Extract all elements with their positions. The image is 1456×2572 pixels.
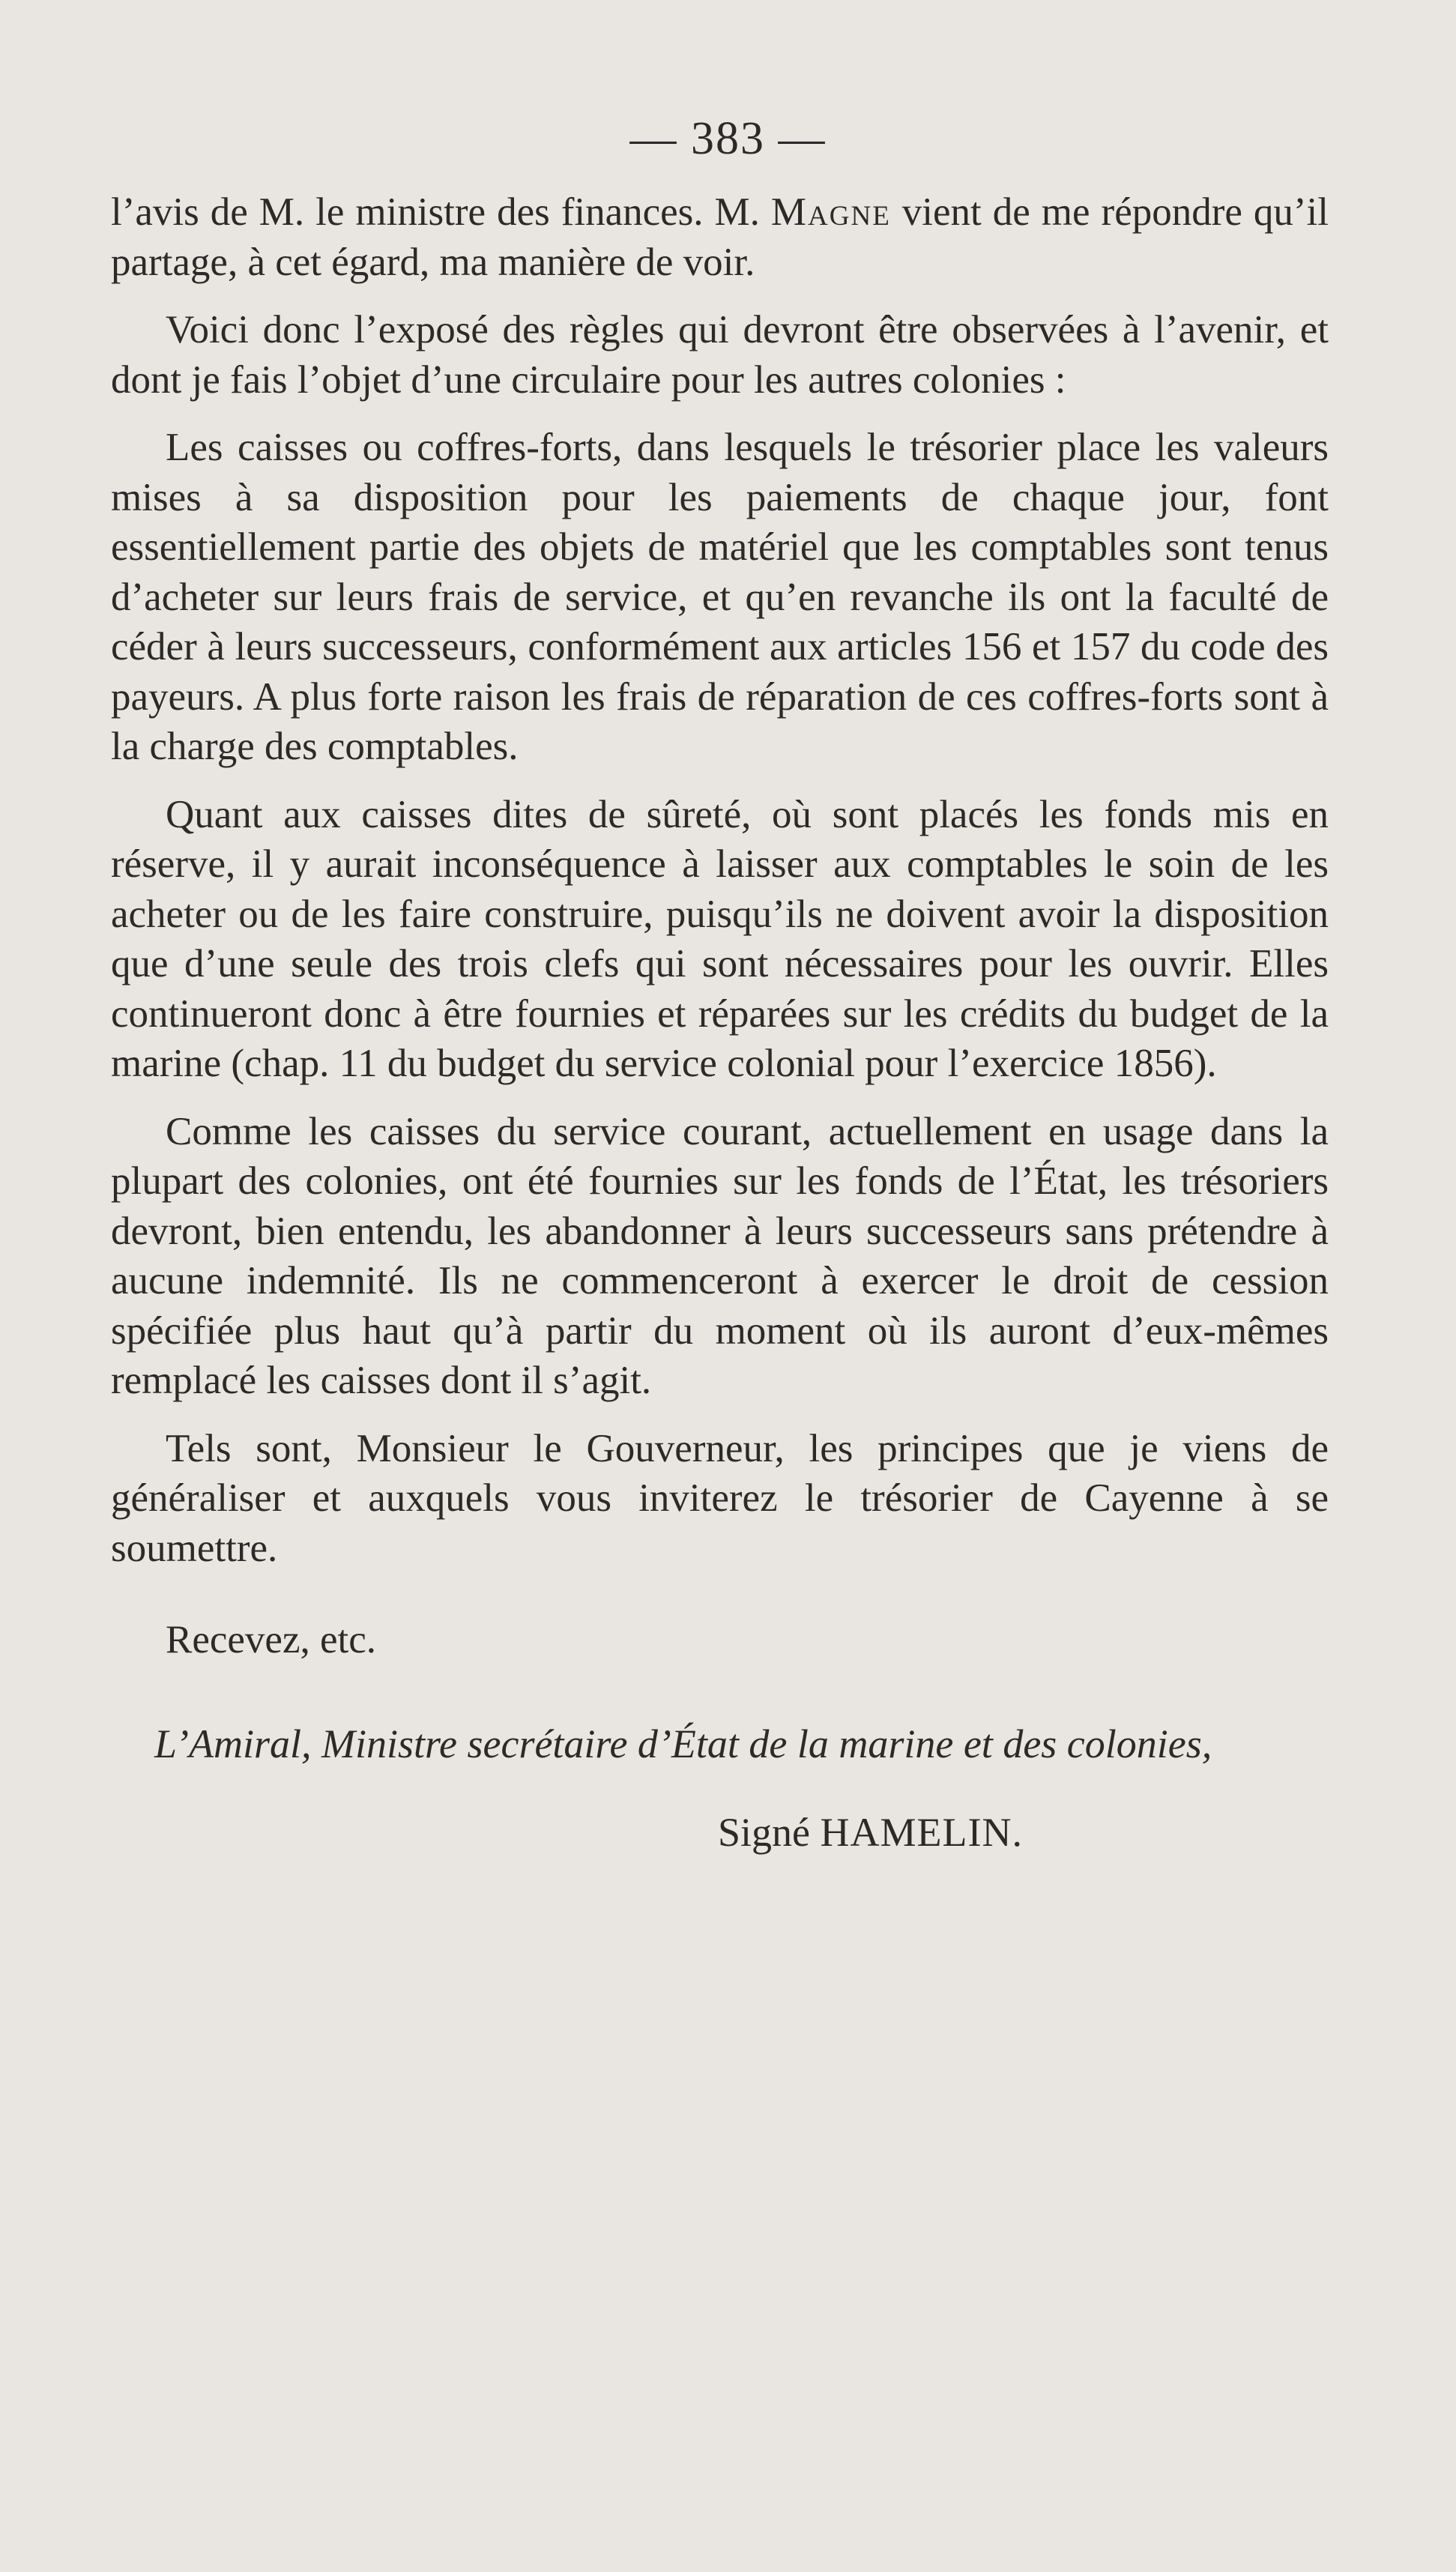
signatory-line <box>111 1808 1329 1857</box>
paragraph-2: Voici donc l’exposé des règles qui devront être observées à l’avenir, et dont je fais l’objet d’une circulaire pour les autres colonies : <box>111 308 1329 402</box>
body-text <box>111 187 1329 1857</box>
paragraph-1-end: vient de me répondre qu’il partage, à cet égard, ma manière de voir. <box>111 190 1329 284</box>
page-number: — 383 — <box>629 113 827 164</box>
salutation: Recevez, etc. <box>166 1618 376 1661</box>
paragraph-4: Quant aux caisses dites de sûreté, où sont placés les fonds mis en réserve, il y aurait inconséquence à laisser aux comptables le soin de les acheter ou de les faire construire, puisqu’ils ne doivent avoir la disposition que d’une seule des trois clefs qui sont nécessaires pour les ouvrir. Elles continueront donc à être fournies et réparées sur les crédits du budget de la marine (chap. 11 du budget du service colonial pour l’exercice 1856). <box>111 792 1329 1085</box>
signed-prefix: Signé <box>718 1809 821 1855</box>
paragraph-3: Les caisses ou coffres-forts, dans lesquels le trésorier place les valeurs mises à sa disposition pour les paiements de chaque jour, font essentiellement partie des objets de matériel que les comptables sont tenus d’acheter sur leurs frais de service, et qu’en revanche ils ont la faculté de céder à leurs successeurs, conformément aux articles 156 et 157 du code des payeurs. A plus forte raison les frais de réparation de ces coffres-forts sont à la charge des comptables. <box>111 426 1329 768</box>
paragraph-1-start: l’avis de M. le ministre des finances. M. <box>111 190 771 234</box>
paragraph-6: Tels sont, Monsieur le Gouverneur, les principes que je viens de généraliser et auxquels vous inviterez le trésorier de Cayenne à se soumettre. <box>111 1426 1329 1570</box>
paragraph-1 <box>111 187 1329 287</box>
minister-name: Magne <box>770 190 891 234</box>
signatory-title: L’Amiral, Ministre secrétaire d’État de la marine et des colonies, <box>154 1721 1212 1766</box>
paragraph-5: Comme les caisses du service courant, actuellement en usage dans la plupart des colonies, ont été fournies sur les fonds de l’État, les trésoriers devront, bien entendu, les abandonner à leurs successeurs sans prétendre à aucune indemnité. Ils ne commenceront à exercer le droit de cession spécifiée plus haut qu’à partir du moment où ils auront d’eux-mêmes remplacé les caisses dont il s’agit. <box>111 1109 1329 1402</box>
signatory-name: HAMELIN. <box>820 1809 1023 1855</box>
